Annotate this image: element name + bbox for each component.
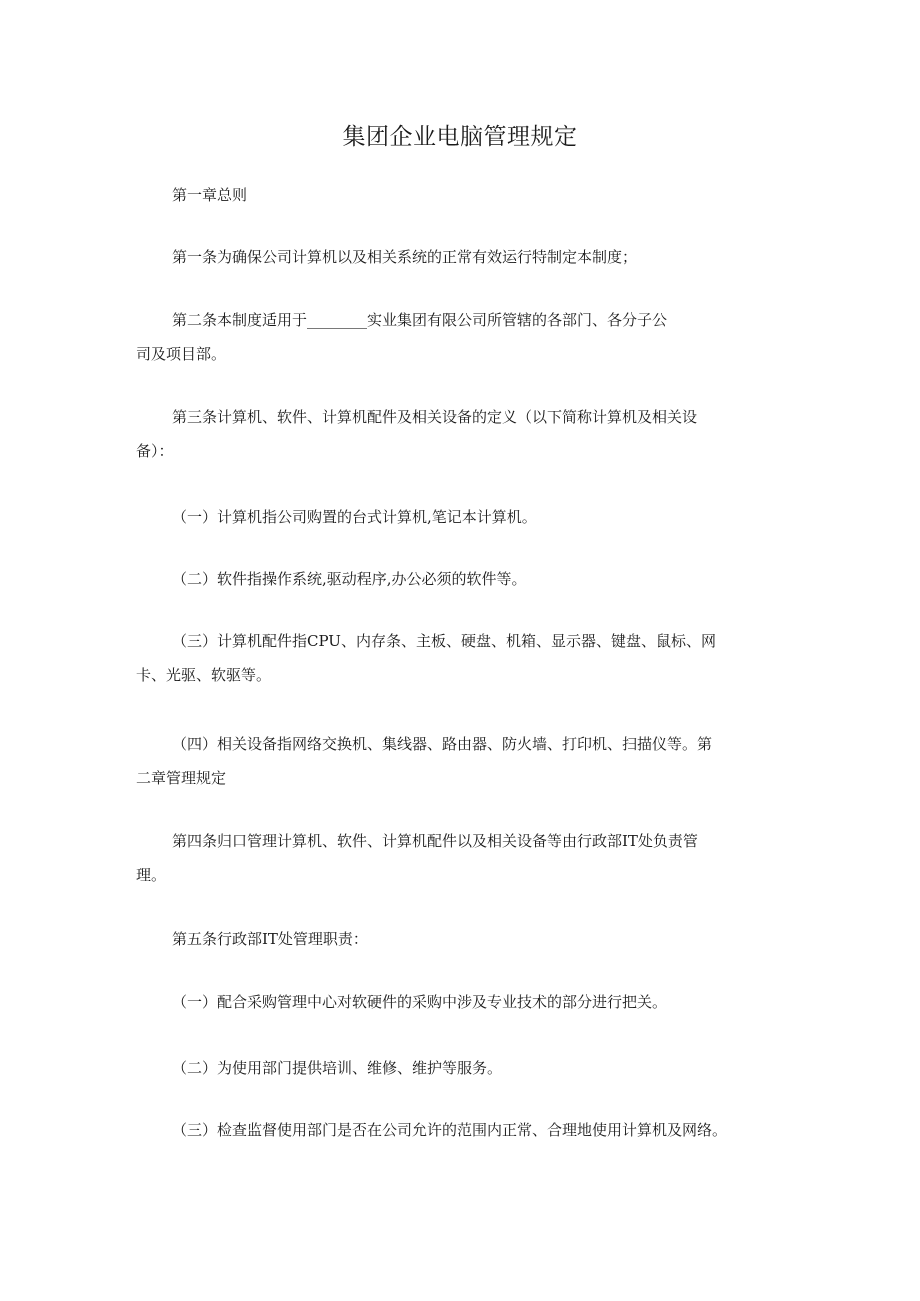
paragraph-line: 第五条行政部IT处管理职责：: [172, 930, 368, 948]
paragraph-line: （三）计算机配件指CPU、内存条、主板、硬盘、机箱、显示器、键盘、鼠标、网: [172, 632, 716, 650]
paragraph-line: （二）为使用部门提供培训、维修、维护等服务。: [172, 1059, 503, 1077]
paragraph-line: 第一条为确保公司计算机以及相关系统的正常有效运行特制定本制度；: [172, 248, 638, 266]
article-2: [136, 303, 796, 371]
paragraph-line: （四）相关设备指网络交换机、集线器、路由器、防火墙、打印机、扫描仪等。第: [172, 735, 713, 753]
duty-item-1: [136, 985, 796, 1019]
paragraph-line: 第三条计算机、软件、计算机配件及相关设备的定义（以下简称计算机及相关设: [172, 408, 698, 426]
duty-item-3: [136, 1113, 816, 1147]
definition-item-2: [136, 562, 796, 596]
paragraph-line: 理。: [136, 866, 167, 884]
definition-item-1: [136, 500, 796, 534]
paragraph-line: （一）配合采购管理中心对软硬件的采购中涉及专业技术的部分进行把关。: [172, 993, 668, 1011]
paragraph-line: （一）计算机指公司购置的台式计算机,笔记本计算机。: [172, 508, 537, 526]
duty-item-2: [136, 1051, 796, 1085]
paragraph-line: 第四条归口管理计算机、软件、计算机配件以及相关设备等由行政部IT处负责管: [172, 832, 698, 850]
chapter-heading-general: [136, 178, 796, 212]
article-4: [136, 824, 796, 892]
paragraph-line: （三）检查监督使用部门是否在公司允许的范围内正常、合理地使用计算机及网络。: [172, 1121, 728, 1139]
paragraph-line: 第二条本制度适用于________实业集团有限公司所管辖的各部门、各分子公: [172, 311, 668, 329]
document-title: 集团企业电脑管理规定: [342, 124, 578, 150]
paragraph-line: （二）软件指操作系统,驱动程序,办公必须的软件等。: [172, 570, 527, 588]
paragraph-line: 备）：: [136, 442, 174, 460]
paragraph-line: 司及项目部。: [136, 345, 227, 363]
article-5: [136, 922, 796, 956]
paragraph-line: 第一章总则: [172, 186, 248, 204]
article-3: [136, 400, 796, 468]
definition-item-3: [136, 624, 796, 692]
definition-item-4: [136, 727, 796, 795]
paragraph-line: 二章管理规定: [136, 769, 227, 787]
article-1: [136, 240, 796, 274]
paragraph-line: 卡、光驱、软驱等。: [136, 666, 272, 684]
